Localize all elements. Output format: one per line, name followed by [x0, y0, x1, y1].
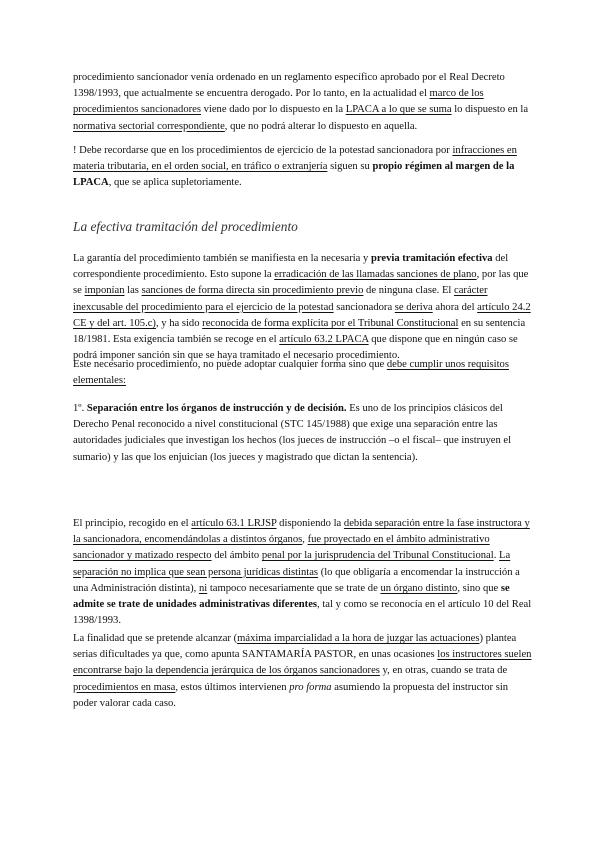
- paragraph-principle-article: [73, 516, 533, 629]
- text-run: , y ha sido: [155, 317, 203, 329]
- text-run: (lo que obligaría a encomendar la instrucción a una Administración distinta),: [73, 566, 520, 594]
- underlined-phrase: debida separación entre la fase instructora y la sancionadora, encomendándolas a distintos órganos: [73, 518, 530, 546]
- underlined-phrase: penal por la jurisprudencia del Tribunal Constitucional: [261, 550, 494, 562]
- italic-phrase: pro forma: [289, 681, 332, 693]
- paragraph-finality: [73, 631, 533, 712]
- underlined-phrase: artículo 63.2 LPACA: [279, 334, 369, 346]
- text-run: que dispone que en ningún caso se podrá imponer sanción sin que se haya tramitado el necesario procedimiento.: [73, 334, 518, 362]
- underlined-phrase: imponían: [84, 285, 125, 297]
- paragraph-separation-principle: [73, 401, 533, 466]
- text-run: lo dispuesto en la: [451, 104, 529, 116]
- underlined-phrase: erradicación de las llamadas sanciones de plano: [274, 269, 477, 281]
- underlined-phrase: artículo 24.2 CE y del art. 105.c): [73, 301, 531, 329]
- section-heading: La efectiva tramitación del procedimiento: [73, 219, 298, 234]
- text-run: las: [124, 285, 142, 297]
- underlined-phrase: carácter inexcusable del procedimiento para el ejercicio de la potestad: [73, 285, 488, 313]
- text-run: sancionadora: [333, 301, 395, 313]
- text-run: , que se aplica supletoriamente.: [108, 177, 242, 189]
- text-run: ! Debe recordarse que en los procedimientos de ejercicio de la potestad sancionadora por: [73, 145, 453, 156]
- underlined-phrase: procedimientos en masa: [73, 681, 176, 693]
- underlined-phrase: un órgano distinto: [380, 582, 458, 594]
- text-run: Es uno de los principios clásicos del Derecho Penal reconocido a nivel constitucional (STC 145/1988) que exige una separación entre las autoridades judiciales que investigan los hechos (los jueces de instrucción –o el fiscal– que instruyen el sumario) y las que los enjuician (los jueces y magistrado que dictan la sentencia).: [73, 403, 512, 463]
- bold-phrase: propio régimen al margen de la LPACA: [73, 161, 515, 189]
- text-run: del correspondiente procedimiento. Esto supone la: [73, 253, 509, 281]
- text-run: , por las que se: [73, 269, 529, 297]
- text-run: ) plantea serias dificultades ya que, como apunta SANTAMARÍA PASTOR, en unas ocasiones: [73, 633, 517, 661]
- underlined-phrase: los instructores suelen encontrarse bajo la dependencia jerárquica de los órganos sancionadores: [73, 649, 532, 677]
- text-run: procedimiento sancionador venía ordenado en un reglamento específico aprobado por el Real Decreto 1398/1993, que actualmente se encuentra derogado. Por lo tanto, en la actualidad el: [73, 72, 505, 100]
- text-run: y, en otras, cuando se trata de: [379, 665, 508, 677]
- paragraph-procedure-guarantee: [73, 251, 533, 364]
- text-run: , que no podrá alterar lo dispuesto en aquella.: [224, 120, 418, 132]
- underlined-phrase: LPACA a lo que se suma: [345, 104, 452, 116]
- text-run: ,: [302, 534, 308, 546]
- text-run: 1º.: [73, 403, 87, 414]
- text-run: ahora del: [432, 301, 478, 313]
- text-run: siguen su: [327, 161, 373, 173]
- text-run: asumiendo la propuesta del instructor sin poder valorar cada caso.: [73, 681, 509, 709]
- underlined-phrase: debe cumplir unos requisitos elementales:: [73, 359, 509, 387]
- underlined-phrase: normativa sectorial correspondiente: [73, 120, 225, 132]
- text-run: .: [493, 550, 500, 562]
- underlined-phrase: infracciones en materia tributaria, en el orden social, en tráfico o extranjería: [73, 145, 517, 173]
- text-run: , estos últimos intervienen: [175, 681, 290, 693]
- text-run: , sino que: [457, 582, 501, 594]
- bold-phrase: Separación entre los órganos de instrucción y de decisión.: [86, 403, 347, 414]
- paragraph-requirements-intro: [73, 357, 533, 389]
- paragraph-note: [73, 143, 533, 192]
- text-run: La garantía del procedimiento también se manifiesta en la necesaria y: [73, 253, 371, 264]
- underlined-phrase: marco de los procedimientos sancionadores: [73, 88, 484, 116]
- underlined-phrase: artículo 63.1 LRJSP: [191, 518, 277, 529]
- underlined-phrase: La separación no implica que sean persona jurídicas distintas: [73, 550, 511, 578]
- text-run: tampoco necesariamente que se trate de: [207, 582, 381, 594]
- text-run: , tal y como se reconocía en el artículo 10 del Real 1398/1993.: [73, 599, 532, 627]
- text-run: viene dado por lo dispuesto en la: [200, 104, 346, 116]
- underlined-phrase: se deriva: [394, 301, 433, 313]
- text-run: disponiendo la: [276, 518, 344, 529]
- underlined-phrase: sanciones de forma directa sin procedimiento previo: [141, 285, 364, 297]
- bold-phrase: previa tramitación efectiva: [370, 253, 493, 264]
- underlined-phrase: fue proyectado en el ámbito administrativo sancionador y matizado respecto: [73, 534, 490, 562]
- text-run: de ninguna clase. El: [363, 285, 455, 297]
- underlined-phrase: ni: [198, 582, 208, 594]
- paragraph-continuation: [73, 70, 533, 135]
- text-run: en su sentencia 18/1981. Esta exigencia también se recoge en el: [73, 317, 526, 346]
- text-run: Este necesario procedimiento, no puede adoptar cualquier forma sino que: [73, 359, 387, 370]
- underlined-phrase: reconocida de forma explícita por el Tribunal Constitucional: [202, 317, 459, 329]
- text-run: La finalidad que se pretende alcanzar (: [73, 633, 238, 644]
- bold-phrase: se admite se trate de unidades administrativas diferentes: [73, 582, 510, 611]
- text-run: del ámbito: [211, 550, 262, 562]
- underlined-phrase: máxima imparcialidad a la hora de juzgar las actuaciones: [237, 633, 480, 644]
- text-run: El principio, recogido en el: [73, 518, 192, 529]
